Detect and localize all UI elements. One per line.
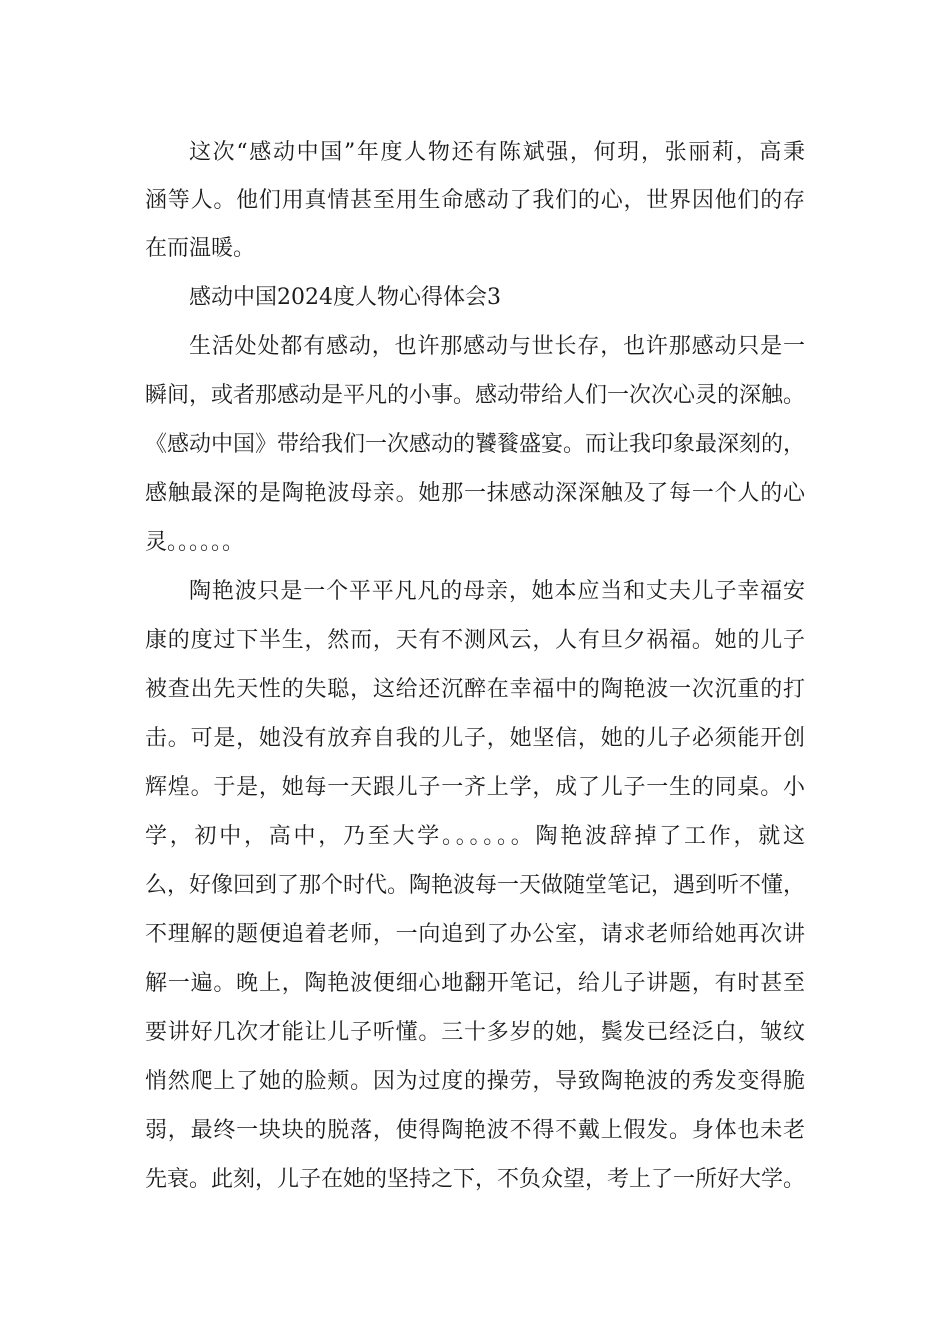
paragraph-line: 这次“感动中国”年度人物还有陈斌强，何玥，张丽莉，高秉 <box>189 140 805 165</box>
paragraph-line: 悄然爬上了她的脸颊。因为过度的操劳，导致陶艳波的秀发变得脆 <box>145 1069 805 1094</box>
paragraph-line: 感触最深的是陶艳波母亲。她那一抹感动深深触及了每一个人的心 <box>145 481 805 506</box>
paragraph-line: 辉煌。于是，她每一天跟儿子一齐上学，成了儿子一生的同桌。小 <box>145 775 805 800</box>
paragraph-line: 学，初中，高中，乃至大学。。。。。。陶艳波辞掉了工作，就这 <box>145 824 805 849</box>
paragraph-line: 陶艳波只是一个平平凡凡的母亲，她本应当和丈夫儿子幸福安 <box>189 579 805 604</box>
paragraph-line: 涵等人。他们用真情甚至用生命感动了我们的心，世界因他们的存 <box>145 188 805 213</box>
paragraph-line: 击。可是，她没有放弃自我的儿子，她坚信，她的儿子必须能开创 <box>145 726 805 751</box>
paragraph-line: 被查出先天性的失聪，这给还沉醉在幸福中的陶艳波一次沉重的打 <box>145 677 805 702</box>
section-heading: 感动中国2024度人物心得体会3 <box>189 285 501 310</box>
paragraph-line: 先衰。此刻，儿子在她的坚持之下，不负众望，考上了一所好大学。 <box>145 1167 806 1192</box>
paragraph-line: 要讲好几次才能让儿子听懂。三十多岁的她，鬓发已经泛白，皱纹 <box>145 1020 805 1045</box>
paragraph-line: 瞬间，或者那感动是平凡的小事。感动带给人们一次次心灵的深触。 <box>145 383 806 408</box>
paragraph-line: 么，好像回到了那个时代。陶艳波每一天做随堂笔记，遇到听不懂， <box>145 873 806 898</box>
paragraph-line: 解一遍。晚上，陶艳波便细心地翻开笔记，给儿子讲题，有时甚至 <box>145 971 805 996</box>
paragraph-line: 生活处处都有感动，也许那感动与世长存，也许那感动只是一 <box>189 334 805 359</box>
paragraph-line: 不理解的题便追着老师，一向追到了办公室，请求老师给她再次讲 <box>145 922 805 947</box>
paragraph-line: 弱，最终一块块的脱落，使得陶艳波不得不戴上假发。身体也未老 <box>145 1118 805 1143</box>
paragraph-line: 在而温暖。 <box>145 236 256 261</box>
paragraph-line: 灵。。。。。。 <box>145 530 245 555</box>
paragraph-line: 康的度过下半生，然而，天有不测风云，人有旦夕祸福。她的儿子 <box>145 628 805 653</box>
paragraph-line: 《感动中国》带给我们一次感动的饕餮盛宴。而让我印象最深刻的， <box>145 432 806 457</box>
